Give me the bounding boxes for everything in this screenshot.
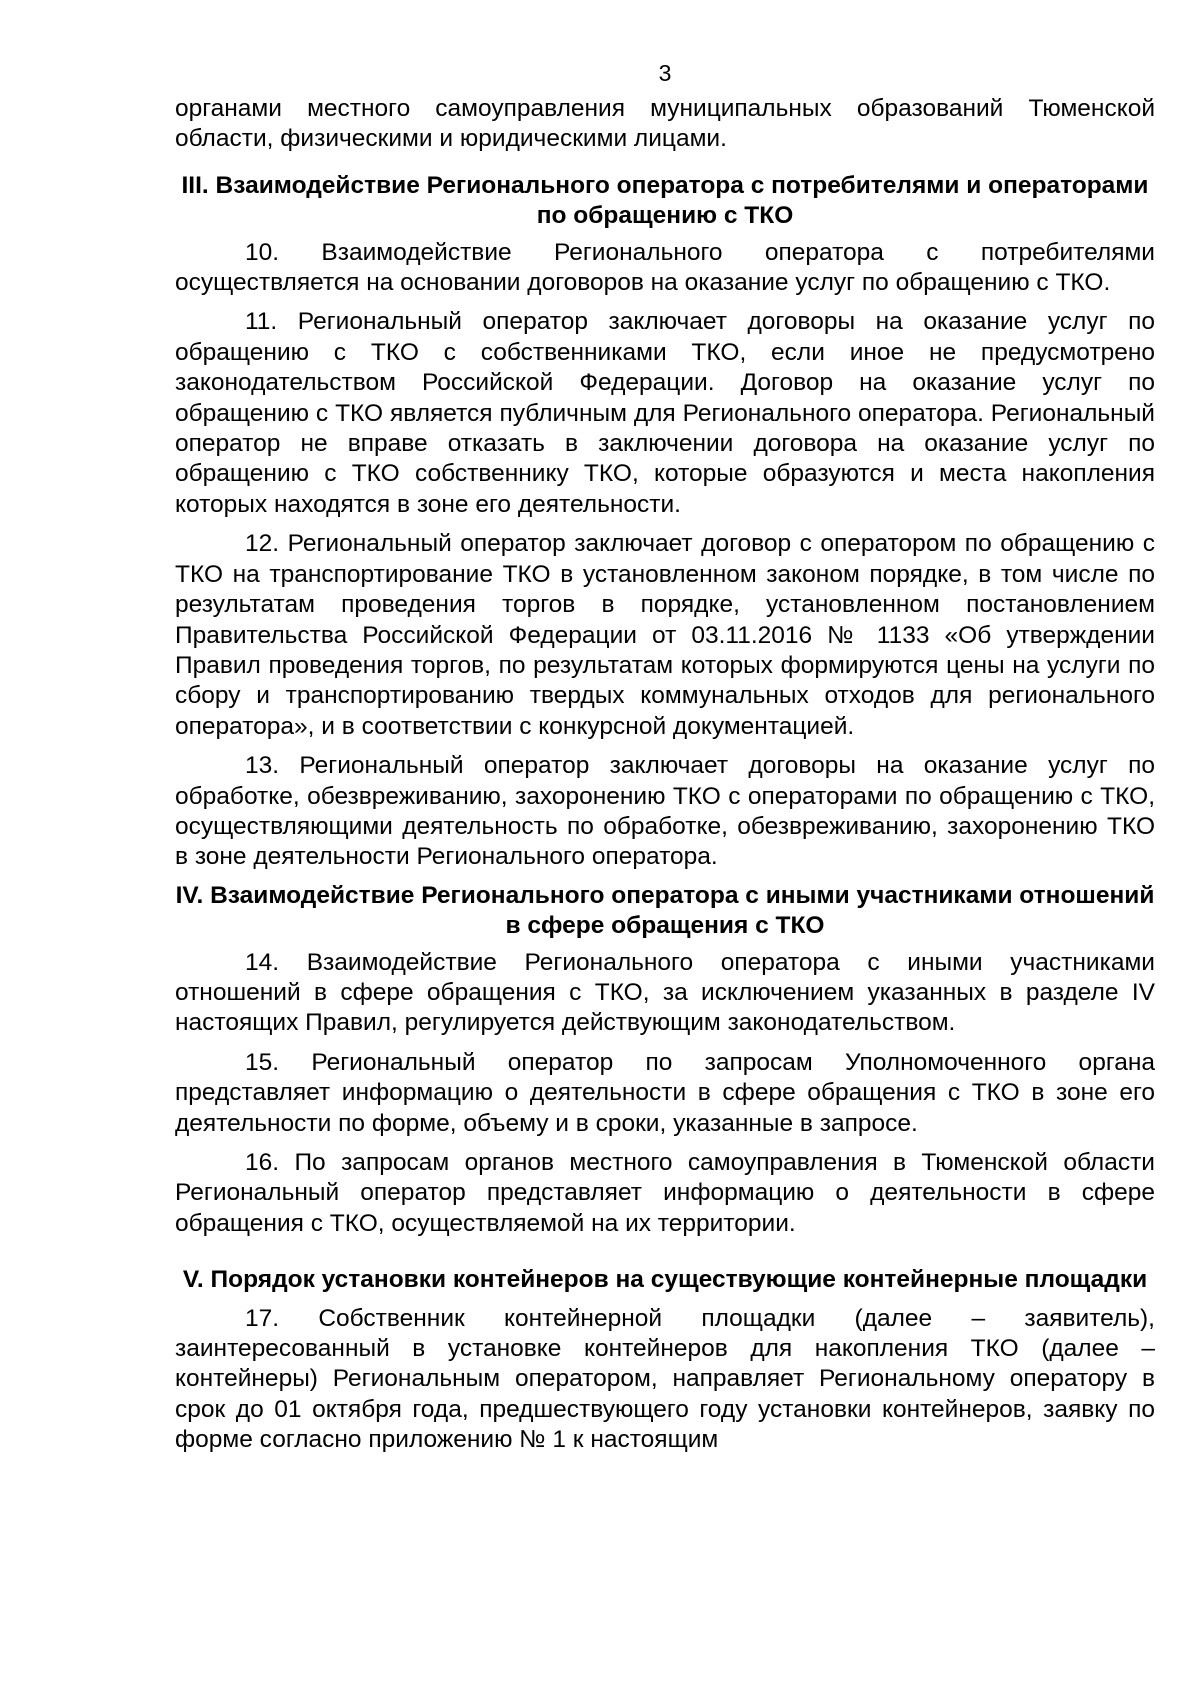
paragraph-16: 16. По запросам органов местного самоуправления в Тюменской области Региональный оператор представляет информацию о деятельности в сфере обращения с ТКО, осуществляемой на их территории. <box>175 1149 1155 1237</box>
paragraph-14: 14. Взаимодействие Регионального оператора с иными участниками отношений в сфере обращения с ТКО, за исключением указанных в разделе IV настоящих Правил, регулируется действующим законодательством. <box>175 948 1155 1037</box>
paragraph-15: 15. Региональный оператор по запросам Уполномоченного органа представляет информацию о деятельности в сфере обращения с ТКО в зоне его деятельности по форме, объему и в сроки, указанные в запросе. <box>175 1048 1155 1137</box>
section-heading-iv: IV. Взаимодействие Регионального оператора с иными участниками отношений в сфере обращения с ТКО <box>175 881 1155 940</box>
paragraph-10: 10. Взаимодействие Регионального оператора с потребителями осуществляется на основании договоров на оказание услуг по обращению с ТКО. <box>175 238 1155 297</box>
paragraph-17: 17. Собственник контейнерной площадки (далее – заявитель), заинтересованный в установке контейнеров для накопления ТКО (далее – контейнеры) Региональным оператором, направляет Региональному оператору в срок до 01 октября года, предшествующего году установки контейнеров, заявку по форме согласно приложению № 1 к настоящим <box>175 1304 1155 1454</box>
paragraph-continuation: органами местного самоуправления муниципальных образований Тюменской области, физическими и юридическими лицами. <box>175 95 1155 153</box>
page-number: 3 <box>658 60 672 86</box>
section-heading-iii: III. Взаимодействие Регионального оператора с потребителями и операторами по обращению с ТКО <box>181 171 1149 230</box>
paragraph-13: 13. Региональный оператор заключает договоры на оказание услуг по обработке, обезвреживанию, захоронению ТКО с операторами по обращению с ТКО, осуществляющими деятельность по обработке, обезвреживанию, захоронению ТКО в зоне деятельности Регионального оператора. <box>175 752 1155 871</box>
section-heading-v: V. Порядок установки контейнеров на существующие контейнерные площадки <box>182 1266 1148 1294</box>
paragraph-12: 12. Региональный оператор заключает договор с оператором по обращению с ТКО на транспортирование ТКО в установленном законом порядке, в том числе по результатам проведения торгов в порядке, установленном постановлением Правительства Российской Федерации от 03.11.2016 № 1133 «Об утверждении Правил проведения торгов, по результатам которых формируются цены на услуги по сбору и транспортированию твердых коммунальных отходов для регионального оператора», и в соответствии с конкурсной документацией. <box>175 530 1155 740</box>
document-page <box>175 58 1155 1456</box>
paragraph-11: 11. Региональный оператор заключает договоры на оказание услуг по обращению с ТКО с собственниками ТКО, если иное не предусмотрено законодательством Российской Федерации. Договор на оказание услуг по обращению с ТКО является публичным для Регионального оператора. Региональный оператор не вправе отказать в заключении договора на оказание услуг по обращению с ТКО собственнику ТКО, которые образуются и места накопления которых находятся в зоне его деятельности. <box>175 308 1155 518</box>
